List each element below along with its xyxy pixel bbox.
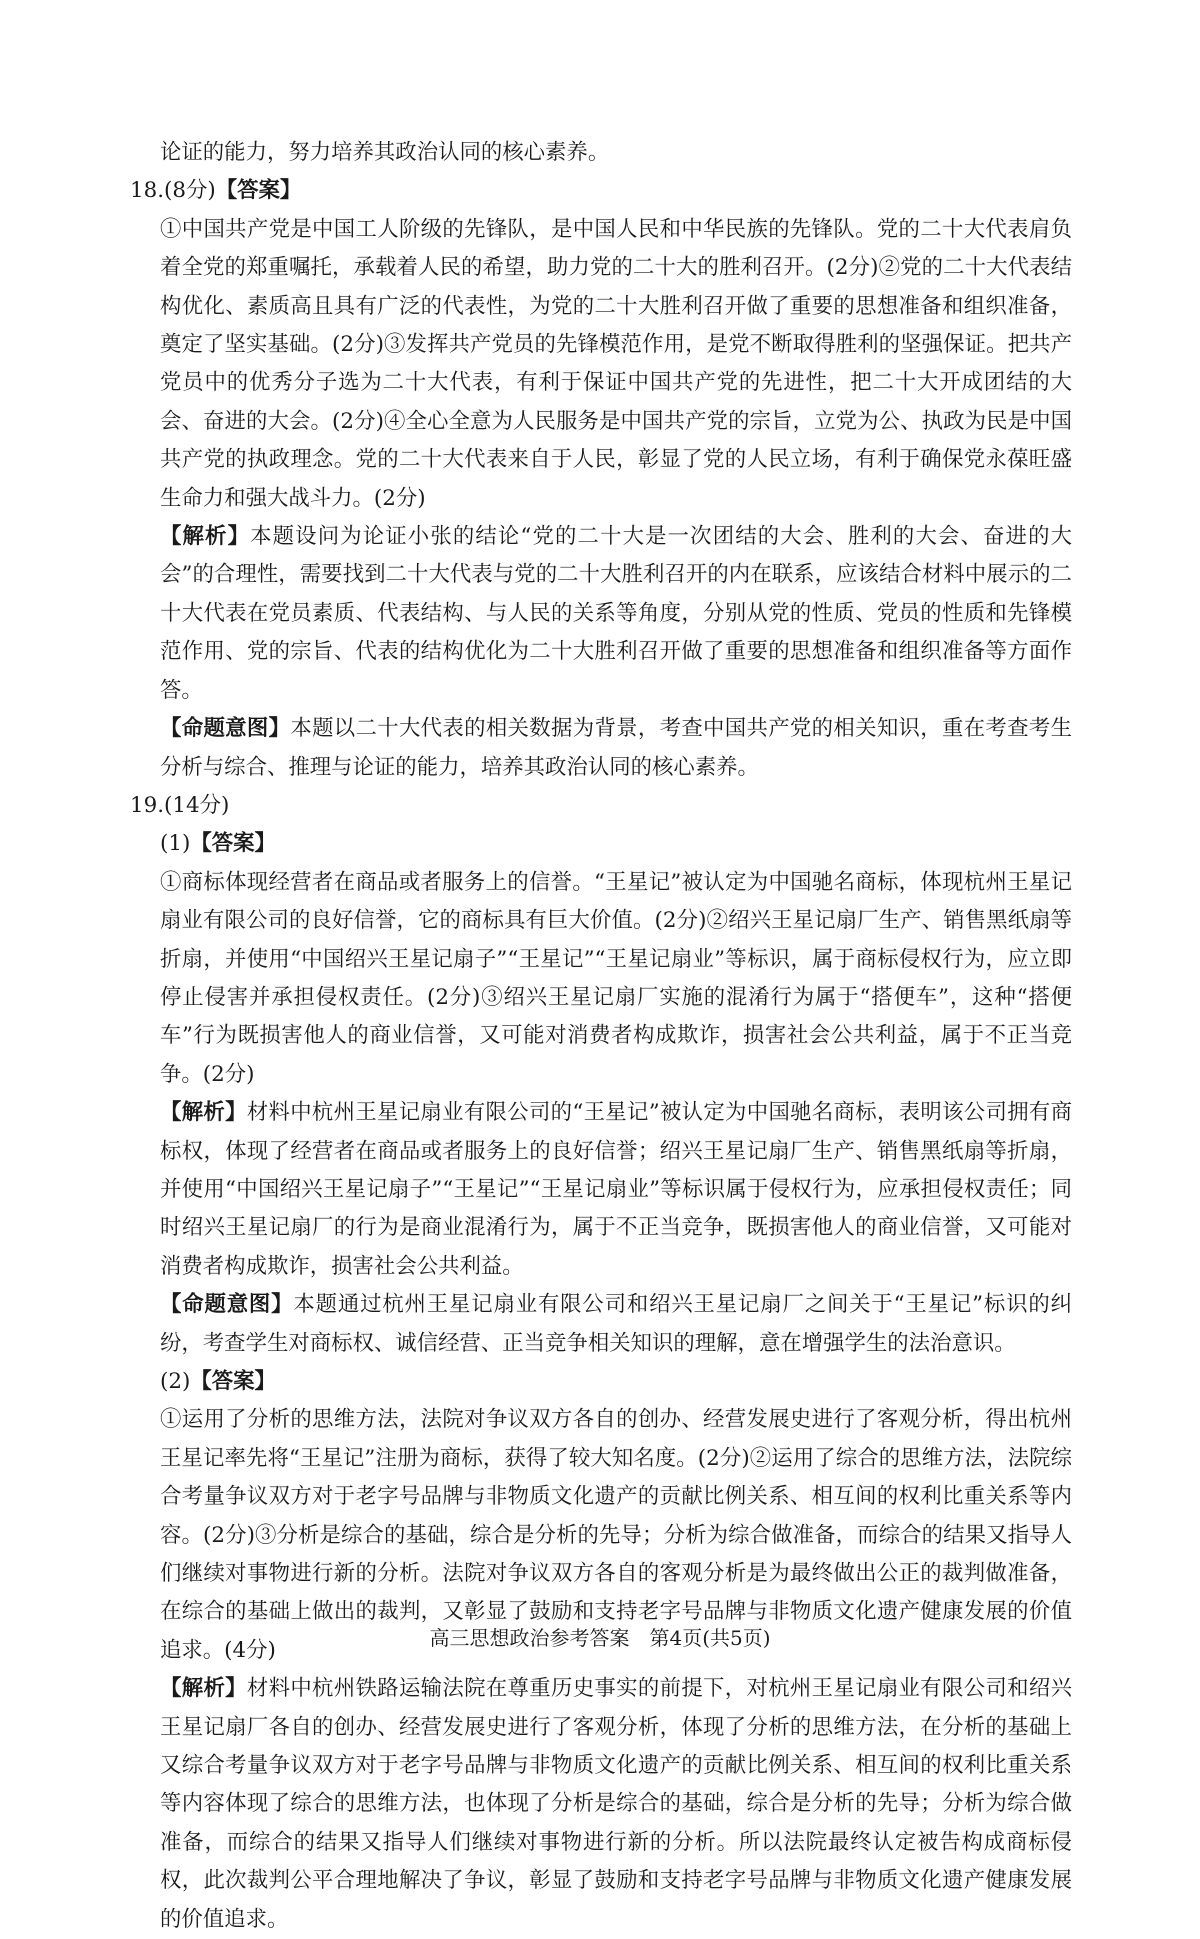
paragraph <box>160 1286 1072 1363</box>
paragraph <box>160 1670 1072 1939</box>
section-label: 【解析】 <box>160 1100 247 1126</box>
text-run: 材料中杭州铁路运输法院在尊重历史事实的前提下，对杭州王星记扇业有限公司和绍兴王星记扇厂各自的创办、经营发展史进行了客观分析，体现了分析的思维方法，在分析的基础上又综合考量争议双方对于老字号品牌与非物质文化遗产的贡献比例关系、相互间的权利比重关系等内容体现了综合的思维方法，也体现了分析是综合的基础，综合是分析的先导；分析为综合做准备，而综合的结果又指导人们继续对事物进行新的分析。所以法院最终认定被告构成商标侵权，此次裁判公平合理地解决了争议，彰显了鼓励和支持老字号品牌与非物质文化遗产健康发展的价值追求。 <box>160 1676 1072 1932</box>
section-label: 【答案】 <box>190 831 276 857</box>
text-run: 本题设问为论证小张的结论“党的二十大是一次团结的大会、胜利的大会、奋进的大会”的合理性，需要找到二十大代表与党的二十大胜利召开的内在联系，应该结合材料中展示的二十大代表在党员素质、代表结构、与人民的关系等角度，分别从党的性质、党员的性质和先锋模范作用、党的宗旨、代表的结构优化为二十大胜利召开做了重要的思想准备和组织准备等方面作答。 <box>160 524 1072 703</box>
paragraph <box>160 134 1072 172</box>
text-run: (1) <box>160 831 191 857</box>
section-label: 【命题意图】 <box>160 1292 294 1318</box>
paragraph <box>160 1094 1072 1286</box>
text-run: 本题以二十大代表的相关数据为背景，考查中国共产党的相关知识，重在考查考生分析与综合、推理与论证的能力，培养其政治认同的核心素养。 <box>160 716 1072 780</box>
section-label: 【答案】 <box>215 178 302 204</box>
question-number <box>130 787 1072 825</box>
section-label: 【答案】 <box>190 1369 276 1394</box>
text-run: 18.(8分) <box>130 178 216 204</box>
text-run: ①商标体现经营者在商品或者服务上的信誉。“王星记”被认定为中国驰名商标，体现杭州王星记扇业有限公司的良好信誉，它的商标具有巨大价值。(2分)②绍兴王星记扇厂生产、销售黑纸扇等折扇，并使用“中国绍兴王星记扇子”“王星记”“王星记扇业”等标识，属于商标侵权行为，应立即停止侵害并承担侵权责任。(2分)③绍兴王星记扇厂实施的混淆行为属于“搭便车”，这种“搭便车”行为既损害他人的商业信誉，又可能对消费者构成欺诈，损害社会公共利益，属于不正当竞争。(2分) <box>160 869 1072 1087</box>
paragraph <box>160 864 1072 1094</box>
page-footer: 高三思想政治参考答案 第4页(共5页) <box>429 1626 771 1650</box>
paragraph <box>160 710 1072 787</box>
paragraph <box>160 518 1072 710</box>
text-run: ①运用了分析的思维方法，法院对争议双方各自的创办、经营发展史进行了客观分析，得出杭州王星记率先将“王星记”注册为商标，获得了较大知名度。(2分)②运用了综合的思维方法，法院综合考量争议双方对于老字号品牌与非物质文化遗产的贡献比例关系、相互间的权利比重关系等内容。(2分)③分析是综合的基础，综合是分析的先导；分析为综合做准备，而综合的结果又指导人们继续对事物进行新的分析。法院对争议双方各自的客观分析是为最终做出公正的裁判做准备，在综合的基础上做出的裁判，又彰显了鼓励和支持老字号品牌与非物质文化遗产健康发展的价值追求。(4分) <box>160 1407 1072 1663</box>
text-run: 本题通过杭州王星记扇业有限公司和绍兴王星记扇厂之间关于“王星记”标识的纠纷，考查学生对商标权、诚信经营、正当竞争相关知识的理解，意在增强学生的法治意识。 <box>160 1292 1072 1356</box>
section-label: 【解析】 <box>160 524 251 550</box>
text-run: 材料中杭州王星记扇业有限公司的“王星记”被认定为中国驰名商标，表明该公司拥有商标权，体现了经营者在商品或者服务上的良好信誉；绍兴王星记扇厂生产、销售黑纸扇等折扇，并使用“中国绍兴王星记扇子”“王星记”“王星记扇业”等标识属于侵权行为，应承担侵权责任；同时绍兴王星记扇厂的行为是商业混淆行为，属于不正当竞争，既损害他人的商业信誉，又可能对消费者构成欺诈，损害社会公共利益。 <box>160 1100 1072 1279</box>
paragraph <box>160 825 1072 863</box>
section-label: 【命题意图】 <box>160 716 291 742</box>
text-run: ①中国共产党是中国工人阶级的先锋队，是中国人民和中华民族的先锋队。党的二十大代表肩负着全党的郑重嘱托，承载着人民的希望，助力党的二十大的胜利召开。(2分)②党的二十大代表结构优化、素质高且具有广泛的代表性，为党的二十大胜利召开做了重要的思想准备和组织准备，奠定了坚实基础。(2分)③发挥共产党员的先锋模范作用，是党不断取得胜利的坚强保证。把共产党员中的优秀分子选为二十大代表，有利于保证中国共产党的先进性，把二十大开成团结的大会、奋进的大会。(2分)④全心全意为人民服务是中国共产党的宗旨，立党为公、执政为民是中国共产党的执政理念。党的二十大代表来自于人民，彰显了党的人民立场，有利于确保党永葆旺盛生命力和强大战斗力。(2分) <box>160 216 1072 511</box>
text-run: 19.(14分) <box>130 792 230 818</box>
section-label: 【解析】 <box>160 1676 247 1702</box>
text-run: (2) <box>160 1369 191 1394</box>
text-run: 论证的能力，努力培养其政治认同的核心素养。 <box>160 140 610 165</box>
document-body <box>130 134 1072 1939</box>
paragraph <box>160 1363 1072 1401</box>
paragraph <box>160 211 1072 518</box>
question-number <box>130 172 1072 210</box>
